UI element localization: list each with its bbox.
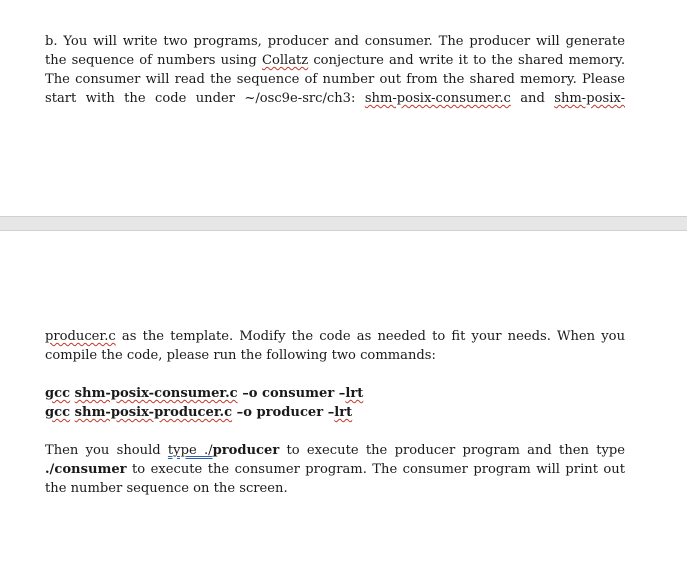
spellcheck-word: lrt bbox=[334, 405, 353, 420]
page-top bbox=[0, 0, 687, 216]
spellcheck-word: shm-posix-consumer.c bbox=[74, 386, 238, 401]
spellcheck-word: gcc bbox=[45, 405, 71, 420]
paragraph-run-instructions bbox=[45, 441, 625, 498]
text-line: the number sequence on the screen. bbox=[45, 481, 288, 496]
page-bottom bbox=[0, 231, 687, 564]
page-break-gap bbox=[0, 216, 687, 231]
text-line: The consumer will read the sequence of number out from the shared memory. Please bbox=[45, 72, 625, 87]
spellcheck-word: gcc bbox=[45, 386, 71, 401]
spellcheck-word: shm-posix- bbox=[554, 91, 625, 106]
text-line: producer.c as the template. Modify the code as needed to fit your needs. When you bbox=[45, 329, 625, 344]
spellcheck-word: lrt bbox=[345, 386, 364, 401]
paragraph-intro bbox=[45, 32, 625, 108]
text-line: the sequence of numbers using Collatz conjecture and write it to the shared memory. bbox=[45, 53, 625, 68]
text-line: b. You will write two programs, producer and consumer. The producer will generate bbox=[45, 34, 625, 49]
spellcheck-word: shm-posix-consumer.c bbox=[364, 91, 511, 106]
command-line-consumer: gcc shm-posix-consumer.c –o consumer –lrt bbox=[45, 386, 364, 401]
text-line: ./consumer to execute the consumer program. The consumer program will print out bbox=[45, 462, 625, 477]
paragraph-template bbox=[45, 327, 625, 365]
commands-block bbox=[45, 384, 625, 422]
text-line: compile the code, please run the following two commands: bbox=[45, 348, 436, 363]
text-line: Then you should type ./producer to execute the producer program and then type bbox=[45, 443, 625, 458]
spellcheck-word: Collatz bbox=[261, 53, 309, 68]
spellcheck-word: producer.c bbox=[45, 329, 116, 344]
grammar-check-phrase: type ./ bbox=[167, 443, 213, 458]
text-line: start with the code under ~/osc9e-src/ch3: shm-posix-consumer.c and shm-posix- bbox=[45, 91, 625, 106]
spellcheck-word: shm-posix-producer.c bbox=[74, 405, 233, 420]
command-line-producer: gcc shm-posix-producer.c –o producer –lrt bbox=[45, 405, 353, 420]
